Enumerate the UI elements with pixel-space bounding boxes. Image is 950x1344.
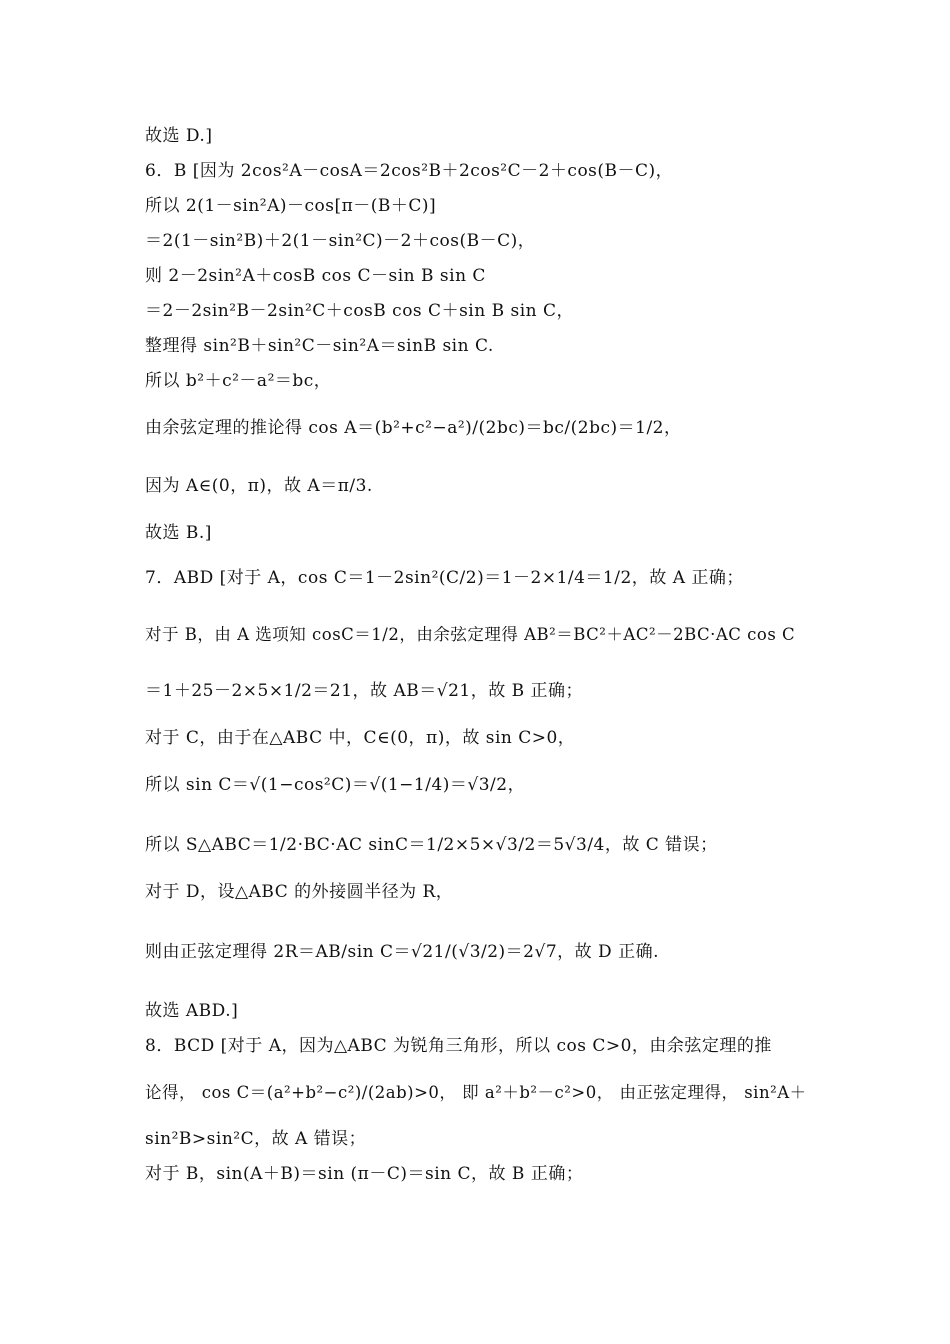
text-line: 整理得 sin²B＋sin²C－sin²A＝sinB sin C.	[145, 336, 494, 356]
text-line: 所以 b²＋c²－a²＝bc，	[145, 371, 332, 391]
text-line: 论得， cos C＝(a²+b²−c²)/(2ab)>0， 即 a²＋b²－c²>0， 由正弦定理得， sin²A＋	[145, 1083, 807, 1102]
text-line: 对于 C，由于在△ABC 中，C∈(0，π)，故 sin C>0，	[145, 728, 576, 748]
text-line: 8．BCD [对于 A，因为△ABC 为锐角三角形，所以 cos C>0，由余弦定理的推	[145, 1036, 772, 1056]
text-line: ＝2(1－sin²B)＋2(1－sin²C)－2＋cos(B－C)，	[145, 231, 536, 251]
text-line: 所以 S△ABC＝1/2·BC·AC sinC＝1/2×5×√3/2＝5√3/4，故 C 错误；	[145, 835, 718, 855]
text-line: 故选 ABD.]	[145, 1001, 239, 1021]
text-line: 故选 D.]	[145, 126, 213, 146]
text-line: sin²B>sin²C，故 A 错误；	[145, 1129, 367, 1149]
text-line: 7．ABD [对于 A，cos C＝1－2sin²(C/2)＝1－2×1/4＝1/2，故 A 正确；	[145, 568, 744, 588]
text-line: 因为 A∈(0，π)，故 A＝π/3.	[145, 476, 373, 496]
text-line: 故选 B.]	[145, 523, 212, 543]
text-line: 所以 2(1－sin²A)－cos[π－(B＋C)]	[145, 196, 437, 216]
text-line: 则由正弦定理得 2R＝AB/sin C＝√21/(√3/2)＝2√7，故 D 正确.	[145, 942, 659, 962]
text-line: 6．B [因为 2cos²A－cosA＝2cos²B＋2cos²C－2＋cos(B－C)，	[145, 161, 674, 181]
text-line: ＝1＋25－2×5×1/2＝21，故 AB＝√21，故 B 正确；	[145, 681, 583, 701]
text-line: 所以 sin C＝√(1−cos²C)＝√(1−1/4)＝√3/2，	[145, 775, 526, 795]
text-line: 对于 B，由 A 选项知 cosC＝1/2，由余弦定理得 AB²＝BC²＋AC²－2BC·AC cos C	[145, 625, 796, 644]
text-line: 对于 D，设△ABC 的外接圆半径为 R，	[145, 882, 454, 902]
text-line: 对于 B，sin(A＋B)＝sin (π－C)＝sin C，故 B 正确；	[145, 1164, 584, 1184]
text-line: 由余弦定理的推论得 cos A＝(b²+c²−a²)/(2bc)＝bc/(2bc)＝1/2，	[145, 418, 682, 438]
text-line: 则 2－2sin²A＋cosB cos C－sin B sin C	[145, 266, 486, 286]
text-line: ＝2－2sin²B－2sin²C＋cosB cos C＋sin B sin C，	[145, 301, 574, 321]
